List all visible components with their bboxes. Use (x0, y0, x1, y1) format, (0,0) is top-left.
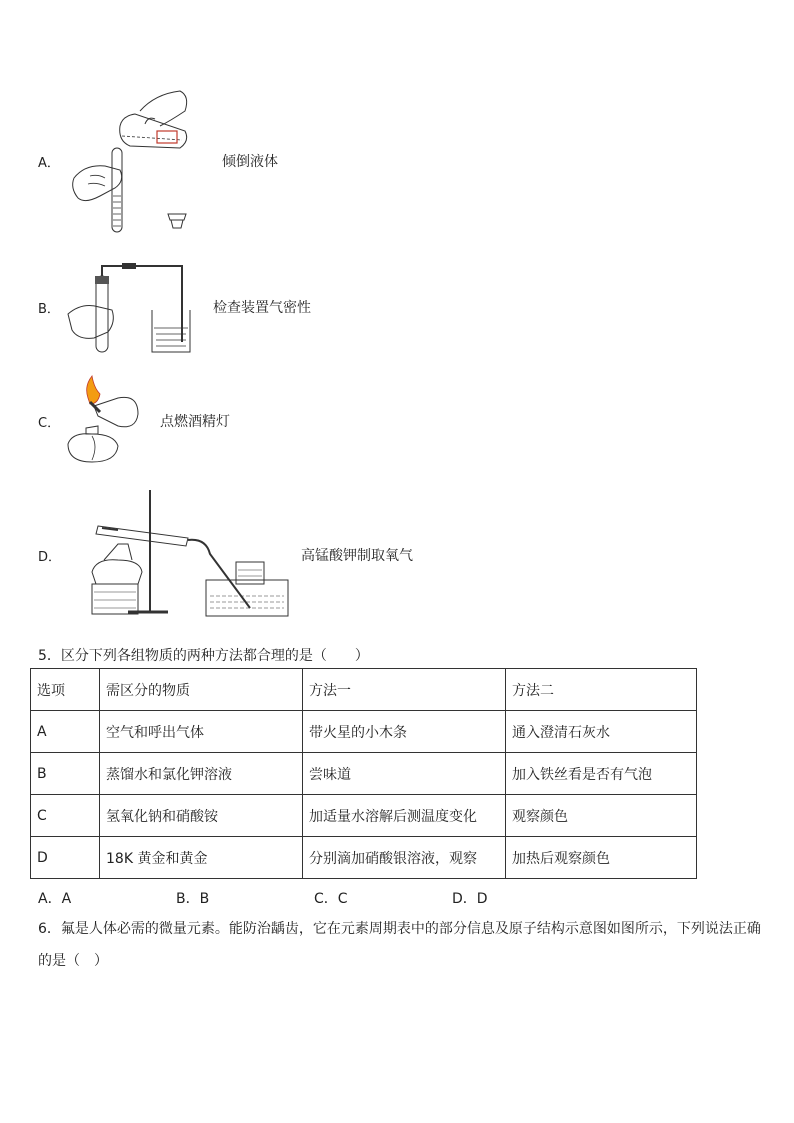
pouring-liquid-illustration (60, 86, 210, 236)
question-5-stem: 5．区分下列各组物质的两种方法都合理的是（ ） (38, 648, 369, 664)
cell-substances: 蒸馏水和氯化钾溶液 (100, 753, 303, 795)
header-method-2: 方法二 (506, 669, 697, 711)
alcohol-lamp-illustration (58, 374, 150, 466)
table-row (31, 711, 697, 753)
option-a-label: A． (38, 156, 60, 171)
table-row (31, 837, 697, 879)
option-b-caption: 检查装置气密性 (213, 300, 311, 316)
cell-option: C (31, 795, 100, 837)
cell-method-2: 加热后观察颜色 (506, 837, 697, 879)
cell-substances: 氢氧化钠和硝酸铵 (100, 795, 303, 837)
oxygen-preparation-illustration (88, 488, 293, 622)
answer-choice-d[interactable]: D．D (452, 891, 488, 907)
answer-choice-c[interactable]: C．C (314, 891, 348, 907)
option-d-label: D． (38, 550, 62, 565)
table-header-row (31, 669, 697, 711)
option-d-caption: 高锰酸钾制取氧气 (301, 548, 413, 564)
option-c-caption: 点燃酒精灯 (160, 414, 230, 430)
header-substances: 需区分的物质 (100, 669, 303, 711)
cell-substances: 空气和呼出气体 (100, 711, 303, 753)
table-row (31, 753, 697, 795)
cell-option: B (31, 753, 100, 795)
question-6-stem-line-1: 6．氟是人体必需的微量元素。能防治龋齿，它在元素周期表中的部分信息及原子结构示意图如图所示，下列说法正确 (38, 921, 761, 937)
cell-substances: 18K 黄金和黄金 (100, 837, 303, 879)
cell-method-1: 尝味道 (303, 753, 506, 795)
cell-method-1: 分别滴加硝酸银溶液，观察 (303, 837, 506, 879)
answer-choice-b[interactable]: B．B (176, 891, 210, 907)
answer-choice-a[interactable]: A．A (38, 891, 72, 907)
cell-option: A (31, 711, 100, 753)
cell-method-1: 加适量水溶解后测温度变化 (303, 795, 506, 837)
airtightness-check-illustration (64, 262, 194, 357)
question-6-stem-line-2: 的是（ ） (38, 953, 108, 969)
cell-method-2: 通入澄清石灰水 (506, 711, 697, 753)
cell-method-2: 观察颜色 (506, 795, 697, 837)
cell-option: D (31, 837, 100, 879)
table-row (31, 795, 697, 837)
option-c-label: C． (38, 416, 61, 431)
option-b-label: B． (38, 302, 60, 317)
header-method-1: 方法一 (303, 669, 506, 711)
cell-method-1: 带火星的小木条 (303, 711, 506, 753)
cell-method-2: 加入铁丝看是否有气泡 (506, 753, 697, 795)
header-option: 选项 (31, 669, 100, 711)
option-a-caption: 倾倒液体 (222, 154, 278, 170)
question-5-table (30, 668, 697, 879)
